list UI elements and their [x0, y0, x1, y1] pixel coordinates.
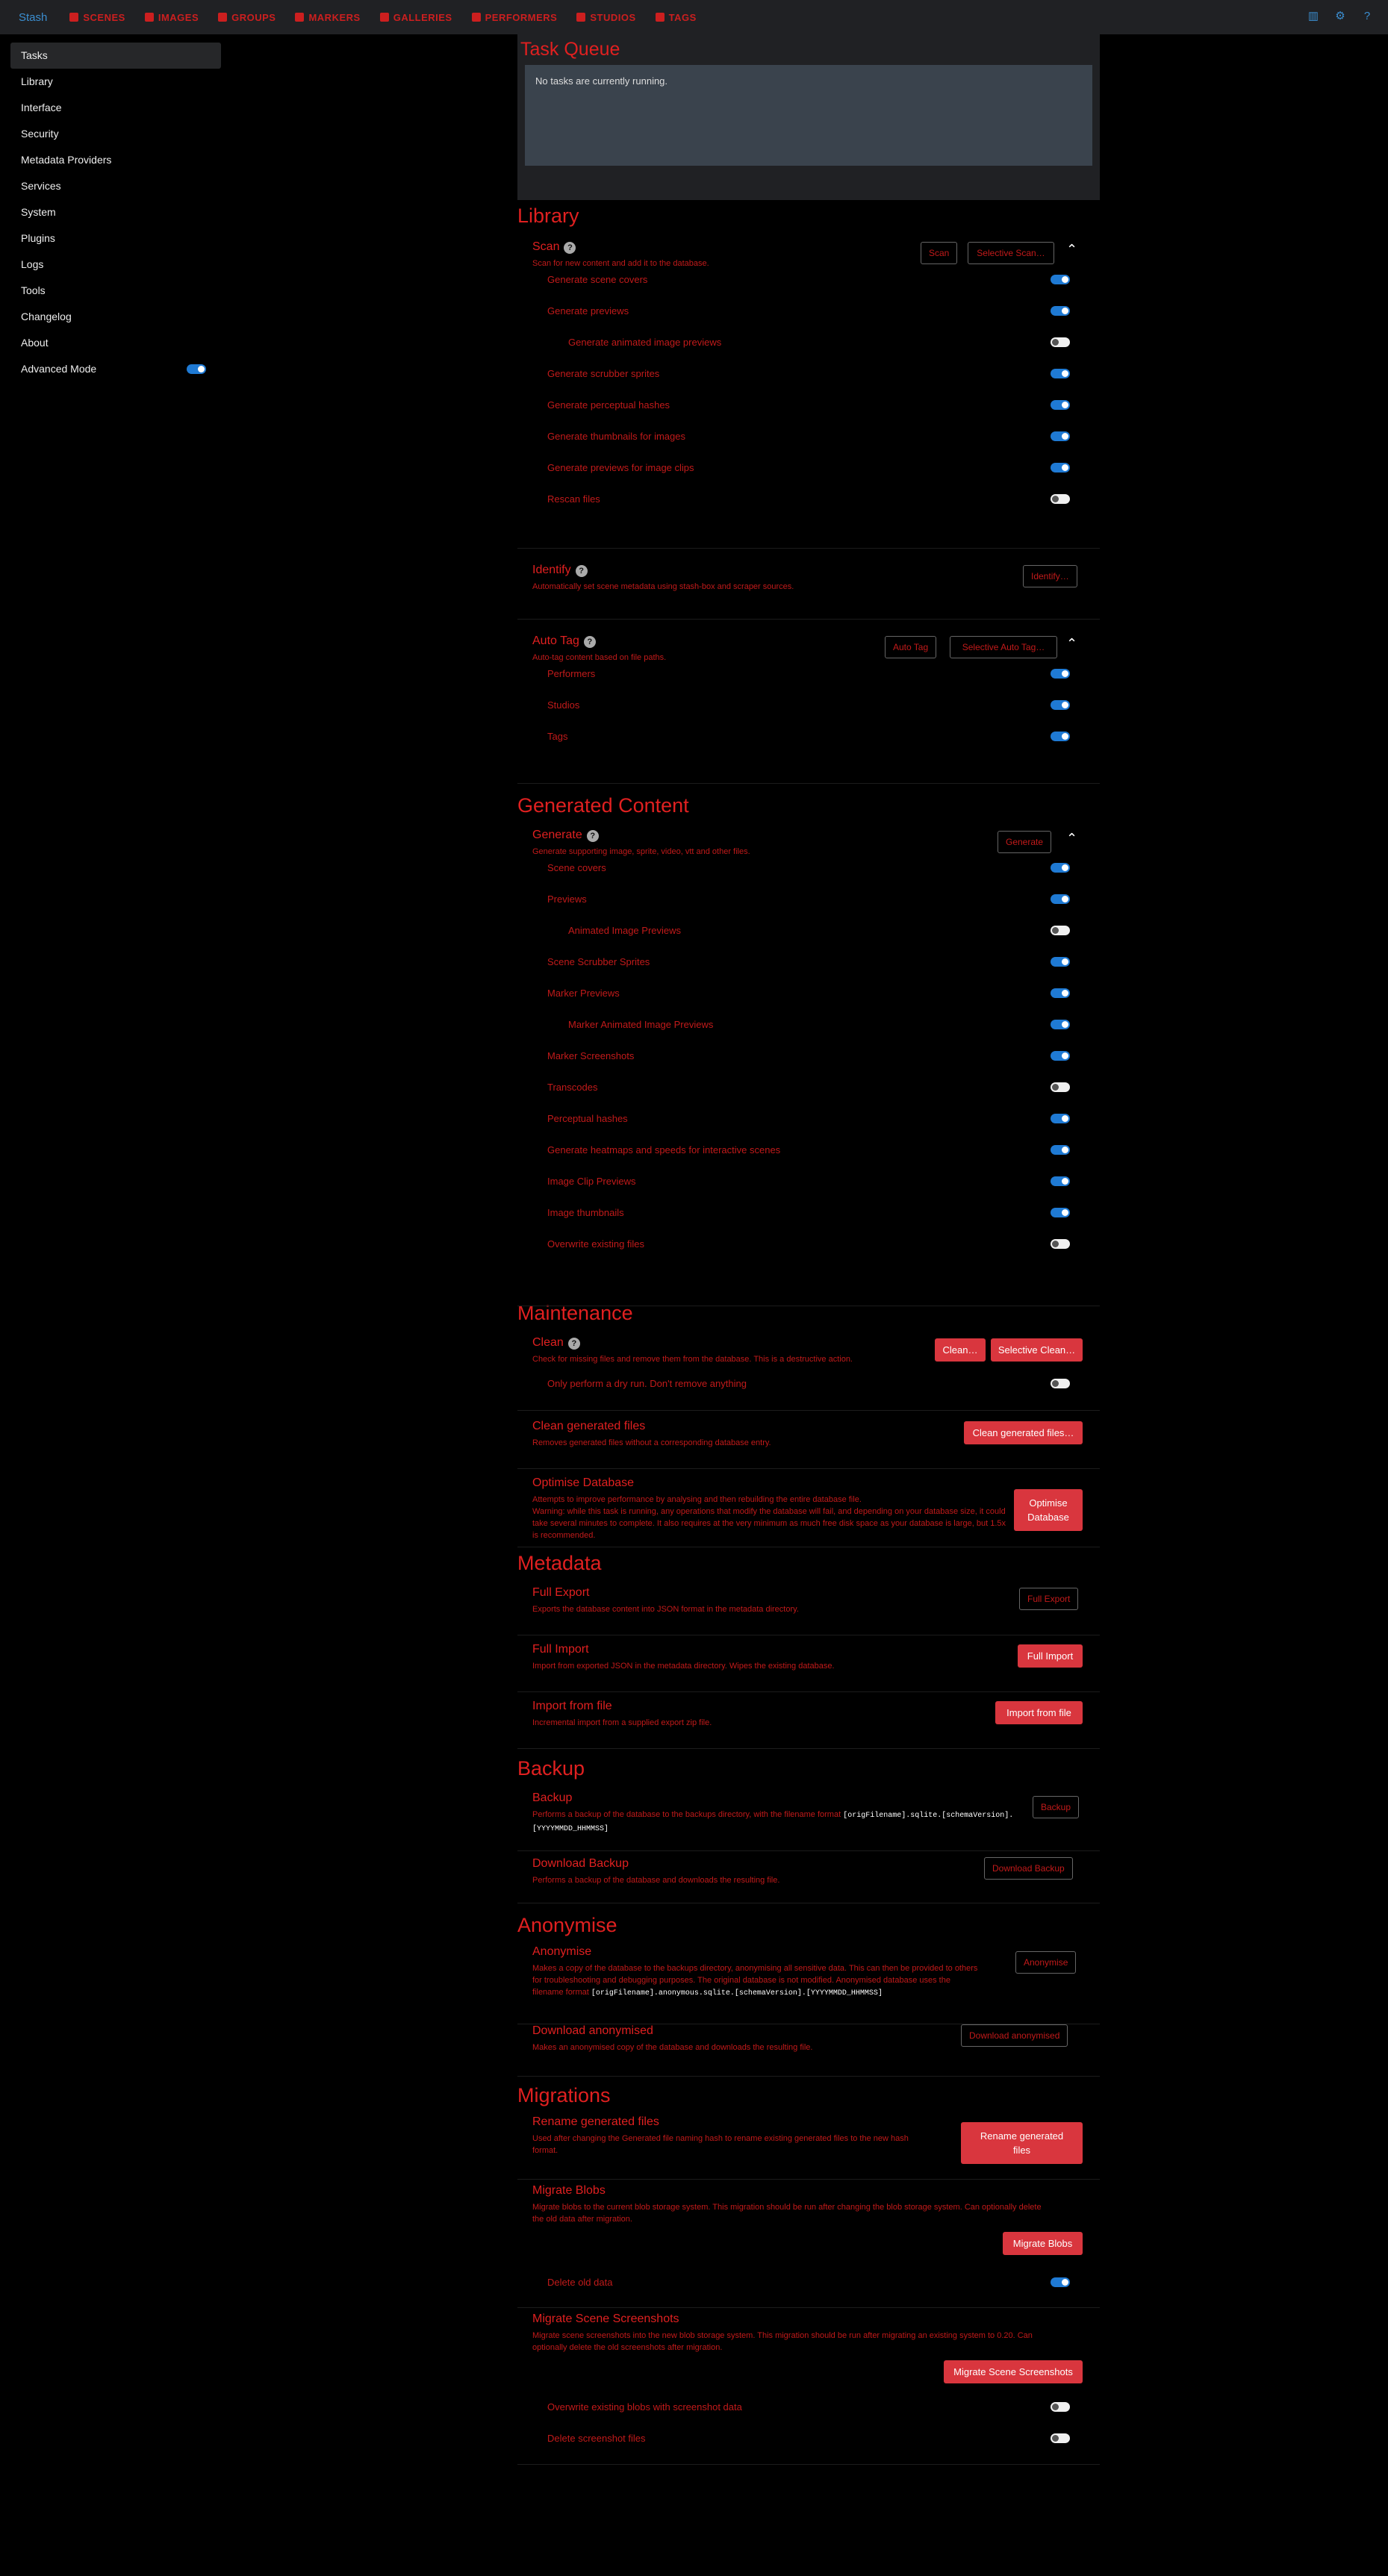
- generate-button[interactable]: Generate: [998, 831, 1051, 853]
- backup-title-card: Backup: [532, 1791, 573, 1804]
- help-icon[interactable]: ?: [1363, 10, 1371, 22]
- advanced-mode-label: Advanced Mode: [21, 363, 97, 375]
- nav-scenes[interactable]: SCENES: [69, 12, 125, 23]
- opt-scan-clips: Generate previews for image clips: [547, 462, 694, 473]
- migrate-blobs-title: Migrate Blobs: [532, 2184, 606, 2197]
- top-navbar: [0, 0, 1388, 34]
- download-backup-button[interactable]: Download Backup: [984, 1857, 1073, 1880]
- video-icon: [576, 13, 585, 22]
- nav-studios[interactable]: STUDIOS: [576, 12, 635, 23]
- rename-desc: Used after changing the Generated file naming hash to rename existing generated files to the new hash format.: [532, 2134, 909, 2155]
- settings-sidebar: [10, 43, 221, 382]
- toggle-gen-covers[interactable]: [1051, 863, 1070, 873]
- chevron-up-icon[interactable]: ⌃: [1066, 242, 1078, 257]
- map-marker-icon: [295, 13, 304, 22]
- clean-title: Clean ?: [532, 1336, 580, 1350]
- backup-button[interactable]: Backup: [1033, 1796, 1079, 1818]
- sidebar-item-metadata-providers[interactable]: Metadata Providers: [21, 154, 112, 166]
- help-icon[interactable]: ?: [576, 565, 588, 577]
- opt-scan-thumbs: Generate thumbnails for images: [547, 431, 685, 442]
- nav-groups[interactable]: GROUPS: [218, 12, 276, 23]
- autotag-button[interactable]: Auto Tag: [885, 636, 936, 658]
- opt-gen-marker-screens: Marker Screenshots: [547, 1050, 635, 1061]
- full-import-title: Full Import: [532, 1643, 589, 1656]
- autotag-card: [517, 620, 1100, 784]
- toggle-scan-thumbs[interactable]: [1051, 431, 1070, 441]
- film-icon: [218, 13, 227, 22]
- opt-gen-heatmaps: Generate heatmaps and speeds for interactive scenes: [547, 1144, 781, 1156]
- sidebar-item-interface[interactable]: Interface: [21, 102, 62, 113]
- help-icon[interactable]: ?: [587, 830, 599, 842]
- task-queue-title: Task Queue: [520, 39, 620, 60]
- opt-gen-image-thumbs: Image thumbnails: [547, 1207, 624, 1218]
- anonymise-card-title: Anonymise: [532, 1945, 592, 1958]
- rename-button[interactable]: Rename generated files: [961, 2122, 1083, 2164]
- opt-delete-old-data: Delete old data: [547, 2277, 613, 2288]
- toggle-gen-marker-screens[interactable]: [1051, 1051, 1070, 1061]
- toggle-clean-dry-run[interactable]: [1051, 1379, 1070, 1388]
- selective-scan-button[interactable]: Selective Scan…: [968, 242, 1054, 264]
- opt-scan-previews: Generate previews: [547, 305, 629, 316]
- generate-title: Generate ?: [532, 829, 599, 842]
- backup-title: Backup: [517, 1757, 585, 1780]
- generated-title: Generated Content: [517, 794, 689, 817]
- clean-generated-card: [517, 1411, 1100, 1469]
- nav-tags[interactable]: TAGS: [656, 12, 697, 23]
- optimise-desc: Attempts to improve performance by analysing and then rebuilding the entire database file. Warning: while this task is running, any operations that modify the database will fail, and depending on your database size, it could take several minutes to complete. It also requires at the very minimum as much free disk space as your database is large, but 1.5x is recommended.: [532, 1495, 1006, 1540]
- identify-card: [517, 549, 1100, 620]
- maintenance-title: Maintenance: [517, 1302, 633, 1324]
- migrate-blobs-desc: Migrate blobs to the current blob storage system. This migration should be run after changing the blob storage system. Can optionally delete the old data after migration.: [532, 2203, 1042, 2224]
- opt-autotag-performers: Performers: [547, 668, 596, 679]
- clean-card: [517, 1329, 1100, 1411]
- sidebar-item-plugins[interactable]: Plugins: [21, 232, 55, 244]
- import-file-desc: Incremental import from a supplied export zip file.: [532, 1718, 712, 1727]
- migrations-title: Migrations: [517, 2084, 611, 2106]
- opt-overwrite-blobs: Overwrite existing blobs with screenshot data: [547, 2401, 742, 2413]
- tasks-main: [517, 34, 1100, 2465]
- tag-icon: [656, 13, 665, 22]
- import-file-title: Import from file: [532, 1700, 612, 1712]
- generate-desc: Generate supporting image, sprite, video, vtt and other files.: [532, 847, 750, 856]
- rename-card: [517, 2111, 1100, 2180]
- download-backup-title: Download Backup: [532, 1857, 629, 1870]
- full-import-desc: Import from exported JSON in the metadata directory. Wipes the existing database.: [532, 1662, 835, 1671]
- toggle-gen-overwrite[interactable]: [1051, 1239, 1070, 1249]
- full-import-card: [517, 1635, 1100, 1692]
- gear-icon[interactable]: ⚙: [1335, 10, 1345, 22]
- images-icon: [380, 13, 389, 22]
- migrate-screens-title: Migrate Scene Screenshots: [532, 2313, 679, 2325]
- toggle-gen-previews[interactable]: [1051, 894, 1070, 904]
- toggle-scan-sprites[interactable]: [1051, 369, 1070, 378]
- full-export-button[interactable]: Full Export: [1019, 1588, 1078, 1610]
- download-anonymised-card: [517, 2024, 1100, 2077]
- opt-gen-previews: Previews: [547, 894, 587, 905]
- toggle-gen-marker-previews[interactable]: [1051, 988, 1070, 998]
- autotag-desc: Auto-tag content based on file paths.: [532, 653, 667, 662]
- opt-autotag-tags: Tags: [547, 731, 568, 742]
- opt-gen-marker-animated: Marker Animated Image Previews: [568, 1019, 714, 1030]
- opt-scan-phash: Generate perceptual hashes: [547, 399, 670, 411]
- opt-gen-transcodes: Transcodes: [547, 1082, 598, 1093]
- clean-generated-title: Clean generated files: [532, 1420, 646, 1432]
- migrate-screens-card: [517, 2308, 1100, 2465]
- opt-scan-animated: Generate animated image previews: [568, 337, 722, 348]
- scan-card: [517, 231, 1100, 549]
- selective-clean-button[interactable]: Selective Clean…: [991, 1338, 1083, 1362]
- toggle-scan-previews[interactable]: [1051, 306, 1070, 316]
- sidebar-item-system[interactable]: System: [21, 206, 56, 218]
- opt-gen-covers: Scene covers: [547, 862, 606, 873]
- scan-desc: Scan for new content and add it to the database.: [532, 259, 709, 268]
- backup-desc: Performs a backup of the database to the backups directory, with the filename format [origFilename].sqlite.[schemaVersion]. [YYYYMMDD_HHMMSS]: [532, 1810, 1014, 1833]
- import-file-button[interactable]: Import from file: [995, 1701, 1083, 1724]
- toggle-scan-clips[interactable]: [1051, 463, 1070, 473]
- chevron-up-icon[interactable]: ⌃: [1066, 636, 1078, 651]
- task-queue-panel: [517, 34, 1100, 200]
- anonymise-title: Anonymise: [517, 1914, 617, 1936]
- help-icon[interactable]: ?: [564, 242, 576, 254]
- advanced-mode-toggle[interactable]: [187, 364, 206, 374]
- optimise-button[interactable]: Optimise Database: [1014, 1489, 1083, 1531]
- opt-scan-sprites: Generate scrubber sprites: [547, 368, 660, 379]
- full-import-button[interactable]: Full Import: [1018, 1644, 1083, 1668]
- identify-title: Identify ?: [532, 564, 588, 577]
- sidebar-item-security[interactable]: Security: [21, 128, 59, 140]
- scan-title: Scan ?: [532, 240, 576, 254]
- clean-generated-desc: Removes generated files without a corresponding database entry.: [532, 1438, 771, 1447]
- play-icon: [69, 13, 78, 22]
- help-icon[interactable]: ?: [568, 1338, 580, 1350]
- nav-markers[interactable]: MARKERS: [295, 12, 360, 23]
- clean-desc: Check for missing files and remove them from the database. This is a destructive action.: [532, 1355, 853, 1364]
- opt-delete-screenshots: Delete screenshot files: [547, 2433, 646, 2444]
- sidebar-item-library[interactable]: Library: [21, 75, 53, 87]
- toggle-gen-transcodes[interactable]: [1051, 1082, 1070, 1092]
- opt-gen-marker-previews: Marker Previews: [547, 988, 620, 999]
- opt-gen-phash: Perceptual hashes: [547, 1113, 628, 1124]
- autotag-title: Auto Tag ?: [532, 634, 596, 648]
- user-icon: [472, 13, 481, 22]
- opt-gen-clip-previews: Image Clip Previews: [547, 1176, 636, 1187]
- opt-gen-overwrite: Overwrite existing files: [547, 1238, 645, 1250]
- full-export-card: [517, 1579, 1100, 1635]
- image-icon: [145, 13, 154, 22]
- toggle-gen-animated[interactable]: [1051, 926, 1070, 935]
- sidebar-item-tools[interactable]: Tools: [21, 284, 46, 296]
- opt-scan-covers: Generate scene covers: [547, 274, 648, 285]
- toggle-overwrite-blobs[interactable]: [1051, 2402, 1070, 2412]
- toggle-scan-phash[interactable]: [1051, 400, 1070, 410]
- clean-button[interactable]: Clean…: [935, 1338, 986, 1362]
- opt-autotag-studios: Studios: [547, 699, 580, 711]
- toggle-gen-image-thumbs[interactable]: [1051, 1208, 1070, 1217]
- optimise-card: [517, 1469, 1100, 1547]
- toggle-gen-sprites[interactable]: [1051, 957, 1070, 967]
- stats-icon[interactable]: ▥: [1307, 10, 1319, 22]
- sidebar-item-changelog[interactable]: Changelog: [21, 311, 72, 322]
- migrate-blobs-button[interactable]: Migrate Blobs: [1003, 2232, 1083, 2255]
- task-queue-empty: No tasks are currently running.: [525, 65, 1092, 166]
- toggle-delete-screenshots[interactable]: [1051, 2433, 1070, 2443]
- library-title: Library: [517, 205, 579, 227]
- anonymise-card: [517, 1941, 1100, 2024]
- toggle-gen-marker-animated[interactable]: [1051, 1020, 1070, 1029]
- help-icon[interactable]: ?: [584, 636, 596, 648]
- toggle-autotag-tags[interactable]: [1051, 732, 1070, 741]
- toggle-delete-old-data[interactable]: [1051, 2277, 1070, 2287]
- selective-autotag-button[interactable]: Selective Auto Tag…: [950, 636, 1057, 658]
- nav-performers[interactable]: PERFORMERS: [472, 12, 558, 23]
- opt-gen-sprites: Scene Scrubber Sprites: [547, 956, 650, 967]
- toggle-scan-rescan[interactable]: [1051, 494, 1070, 504]
- anonymise-desc: Makes a copy of the database to the backups directory, anonymising all sensitive data. This can then be provided to others for troubleshooting and debugging purposes. The original database is not modified. Anonymised database uses the filename format [origFilename].anonymous.sqlite.[schemaVersion].[YYYYMMDD_HHMMSS]: [532, 1964, 978, 1998]
- migrate-blobs-card: [517, 2180, 1100, 2308]
- sidebar-item-advanced-mode: [10, 356, 221, 382]
- toggle-autotag-performers[interactable]: [1051, 669, 1070, 679]
- chevron-up-icon[interactable]: ⌃: [1066, 831, 1078, 846]
- download-anonymised-button[interactable]: Download anonymised: [961, 2024, 1068, 2047]
- toggle-gen-clip-previews[interactable]: [1051, 1176, 1070, 1186]
- identify-button[interactable]: Identify…: [1023, 565, 1077, 587]
- nav-galleries[interactable]: GALLERIES: [380, 12, 452, 23]
- full-export-title: Full Export: [532, 1586, 590, 1599]
- generate-card: [517, 821, 1100, 1306]
- backup-card: [517, 1784, 1100, 1851]
- sidebar-item-services[interactable]: Services: [21, 180, 61, 192]
- sidebar-item-about[interactable]: About: [21, 337, 49, 349]
- download-backup-desc: Performs a backup of the database and downloads the resulting file.: [532, 1876, 780, 1885]
- anonymise-button[interactable]: Anonymise: [1015, 1951, 1076, 1974]
- clean-generated-button[interactable]: Clean generated files…: [964, 1421, 1083, 1444]
- sidebar-item-tasks[interactable]: Tasks: [10, 43, 221, 69]
- metadata-title: Metadata: [517, 1552, 602, 1574]
- download-backup-card: [517, 1851, 1100, 1903]
- download-anonymised-title: Download anonymised: [532, 2024, 653, 2037]
- toggle-gen-phash[interactable]: [1051, 1114, 1070, 1123]
- download-anonymised-desc: Makes an anonymised copy of the database and downloads the resulting file.: [532, 2043, 813, 2052]
- migrate-screens-button[interactable]: Migrate Scene Screenshots: [944, 2360, 1083, 2383]
- toggle-gen-heatmaps[interactable]: [1051, 1145, 1070, 1155]
- opt-clean-dry-run: Only perform a dry run. Don't remove anything: [547, 1378, 747, 1389]
- optimise-title: Optimise Database: [532, 1476, 635, 1489]
- scan-button[interactable]: Scan: [921, 242, 957, 264]
- import-file-card: [517, 1692, 1100, 1749]
- toggle-scan-covers[interactable]: [1051, 275, 1070, 284]
- rename-title: Rename generated files: [532, 2115, 659, 2128]
- toggle-scan-animated[interactable]: [1051, 337, 1070, 347]
- migrate-screens-desc: Migrate scene screenshots into the new blob storage system. This migration should be run after migrating an existing system to 0.20. Can optionally delete the old screenshots after migration.: [532, 2331, 1033, 2352]
- opt-scan-rescan: Rescan files: [547, 493, 600, 505]
- nav-images[interactable]: IMAGES: [145, 12, 199, 23]
- brand-link[interactable]: Stash: [19, 10, 48, 24]
- identify-desc: Automatically set scene metadata using stash-box and scraper sources.: [532, 582, 794, 591]
- full-export-desc: Exports the database content into JSON format in the metadata directory.: [532, 1605, 799, 1614]
- toggle-autotag-studios[interactable]: [1051, 700, 1070, 710]
- sidebar-item-logs[interactable]: Logs: [21, 258, 44, 270]
- opt-gen-animated: Animated Image Previews: [568, 925, 682, 936]
